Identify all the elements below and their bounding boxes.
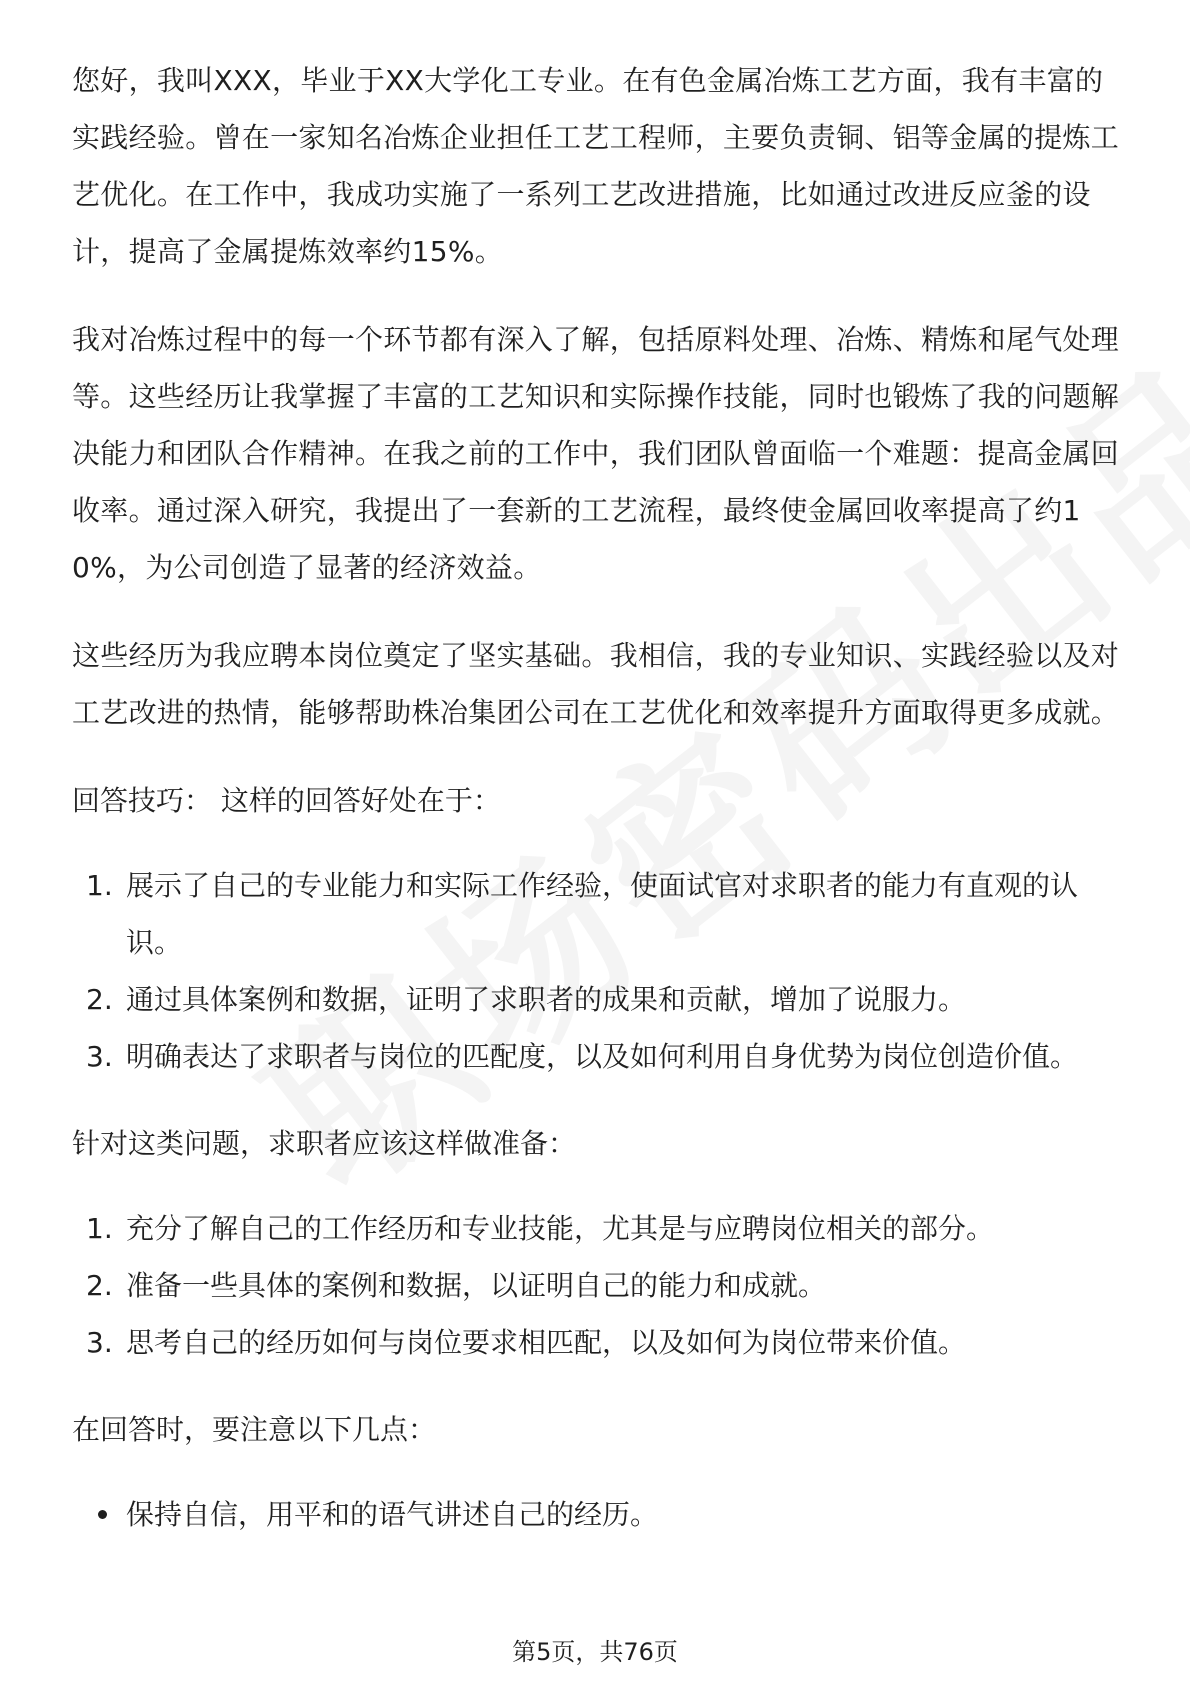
list-item-text: 准备一些具体的案例和数据，以证明自己的能力和成就。: [126, 1269, 827, 1302]
prep-heading: 针对这类问题，求职者应该这样做准备：: [72, 1127, 577, 1160]
paragraph-intro: 您好，我叫XXX，毕业于XX大学化工专业。在有色金属冶炼工艺方面，我有丰富的实践经验。曾在一家知名冶炼企业担任工艺工程师，主要负责铜、铝等金属的提炼工艺优化。在工作中，我成功实施了一系列工艺改进措施，比如通过改进反应釜的设计，提高了金属提炼效率约15%。: [72, 64, 1120, 268]
page-content: [72, 52, 1122, 1573]
list-number: 2.: [86, 983, 113, 1016]
list-item-text: 展示了自己的专业能力和实际工作经验，使面试官对求职者的能力有直观的认识。: [126, 869, 1079, 959]
list-item-text: 明确表达了求职者与岗位的匹配度，以及如何利用自身优势为岗位创造价值。: [126, 1040, 1079, 1073]
list-item: [72, 971, 1122, 1028]
list-number: 1.: [86, 869, 113, 902]
tips-heading: 回答技巧： 这样的回答好处在于：: [72, 784, 501, 817]
notes-list: [72, 1486, 1122, 1543]
tips-list: [72, 857, 1122, 1085]
list-item: [72, 1028, 1122, 1085]
list-item: [72, 1314, 1122, 1371]
list-item-text: 充分了解自己的工作经历和专业技能，尤其是与应聘岗位相关的部分。: [126, 1212, 995, 1245]
list-number: 3.: [86, 1040, 113, 1073]
list-item: [72, 1486, 1122, 1543]
prep-list: [72, 1200, 1122, 1371]
list-item-text: 通过具体案例和数据，证明了求职者的成果和贡献，增加了说服力。: [126, 983, 967, 1016]
list-number: 3.: [86, 1326, 113, 1359]
paragraph-experience: 我对冶炼过程中的每一个环节都有深入了解，包括原料处理、冶炼、精炼和尾气处理等。这些经历让我掌握了丰富的工艺知识和实际操作技能，同时也锻炼了我的问题解决能力和团队合作精神。在我之前的工作中，我们团队曾面临一个难题：提高金属回收率。通过深入研究，我提出了一套新的工艺流程，最终使金属回收率提高了约10%，为公司创造了显著的经济效益。: [72, 323, 1120, 584]
paragraph-conclusion: 这些经历为我应聘本岗位奠定了坚实基础。我相信，我的专业知识、实践经验以及对工艺改进的热情，能够帮助株冶集团公司在工艺优化和效率提升方面取得更多成就。: [72, 639, 1120, 729]
list-item: [72, 857, 1122, 971]
list-number: 2.: [86, 1269, 113, 1302]
bullet-icon: [98, 1510, 107, 1519]
list-number: 1.: [86, 1212, 113, 1245]
list-item: [72, 1257, 1122, 1314]
page-number: 第5页，共76页: [512, 1638, 678, 1666]
list-item-text: 思考自己的经历如何与岗位要求相匹配，以及如何为岗位带来价值。: [126, 1326, 967, 1359]
list-item: [72, 1200, 1122, 1257]
list-item-text: 保持自信，用平和的语气讲述自己的经历。: [126, 1498, 659, 1531]
notes-heading: 在回答时，要注意以下几点：: [72, 1413, 437, 1446]
